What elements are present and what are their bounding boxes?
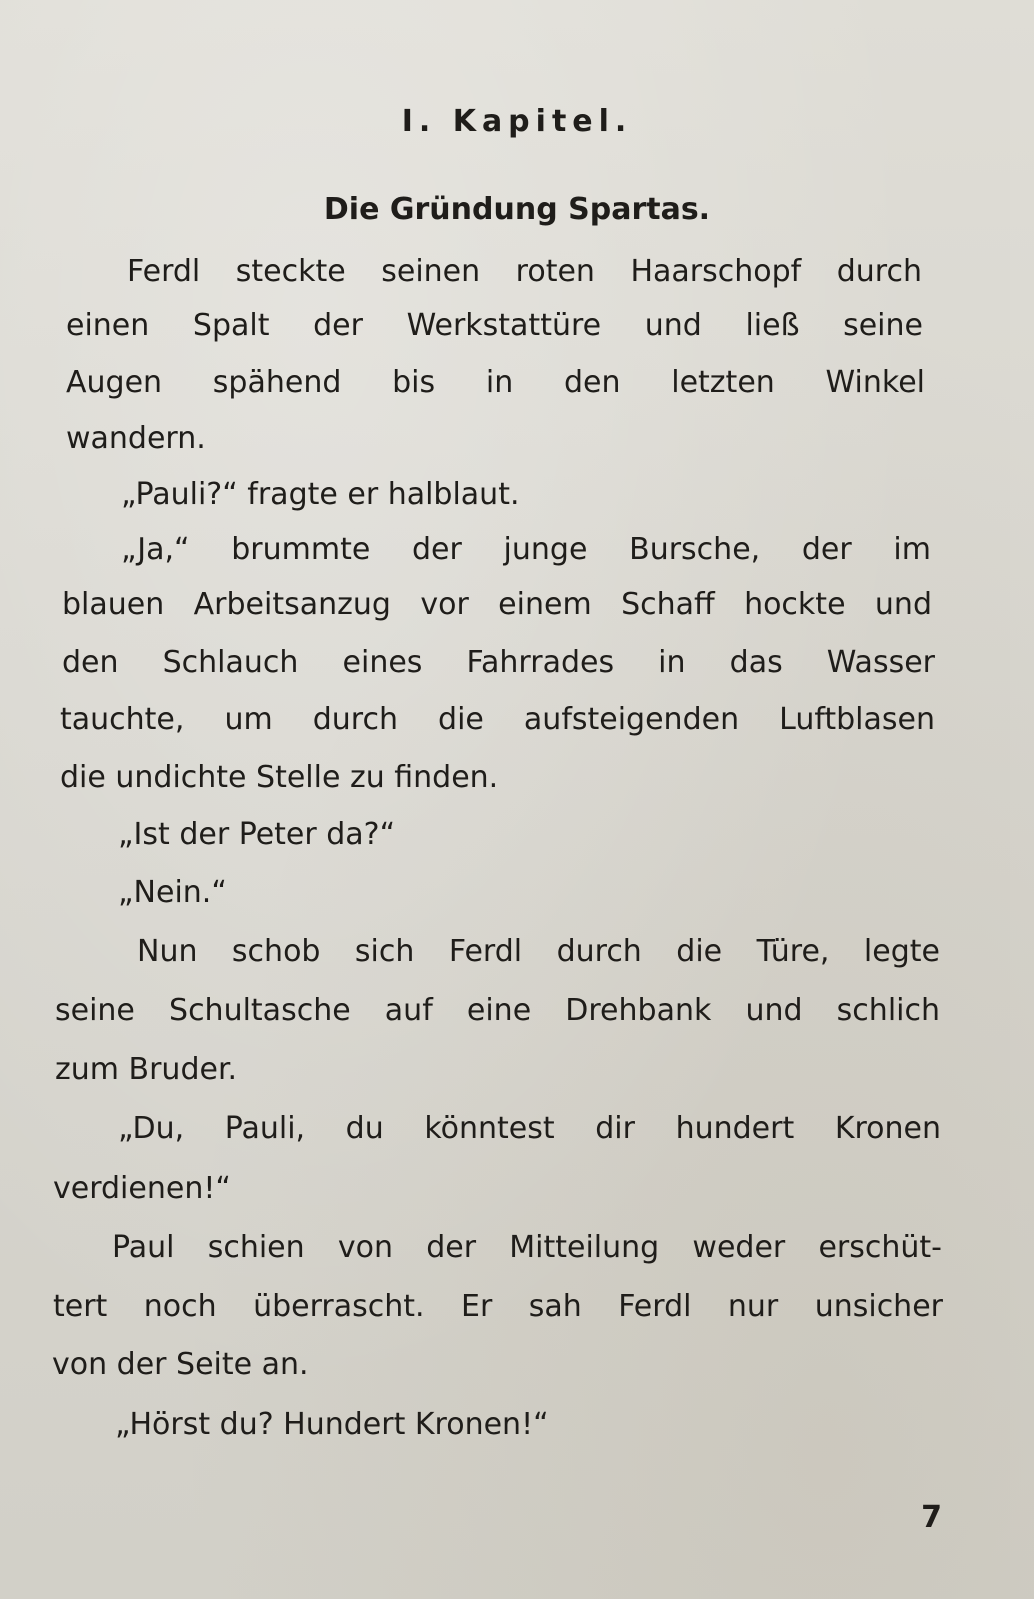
text-line: blauen Arbeitsanzug vor einem Schaff hockte und xyxy=(62,587,932,622)
text-line: Ferdl steckte seinen roten Haarschopf durch xyxy=(127,254,922,289)
text-line: einen Spalt der Werkstattüre und ließ seine xyxy=(66,308,923,343)
text-line: Paul schien von der Mitteilung weder erschüt- xyxy=(112,1230,942,1265)
text-line: „Nein.“ xyxy=(118,875,227,910)
text-line: den Schlauch eines Fahrrades in das Wasser xyxy=(62,645,935,680)
chapter-heading: I. Kapitel. xyxy=(401,104,633,139)
text-line: verdienen!“ xyxy=(53,1171,231,1206)
text-line: Augen spähend bis in den letzten Winkel xyxy=(66,365,925,400)
text-line: „Pauli?“ fragte er halblaut. xyxy=(121,477,520,512)
text-line: tert noch überrascht. Er sah Ferdl nur unsicher xyxy=(53,1289,943,1324)
text-line: seine Schultasche auf eine Drehbank und schlich xyxy=(55,993,940,1028)
text-line: Nun schob sich Ferdl durch die Türe, legte xyxy=(137,934,940,969)
text-line: „Ist der Peter da?“ xyxy=(118,817,396,852)
text-line: wandern. xyxy=(66,421,206,456)
text-line: die undichte Stelle zu finden. xyxy=(60,760,499,795)
page-number: 7 xyxy=(921,1500,942,1535)
text-line: „Du, Pauli, du könntest dir hundert Kronen xyxy=(118,1111,941,1146)
text-line: „Ja,“ brummte der junge Bursche, der im xyxy=(121,532,931,567)
text-line: zum Bruder. xyxy=(55,1052,238,1087)
text-line: von der Seite an. xyxy=(52,1347,309,1382)
chapter-title: Die Gründung Spartas. xyxy=(323,192,711,227)
text-line: „Hörst du? Hundert Kronen!“ xyxy=(115,1407,549,1442)
text-line: tauchte, um durch die aufsteigenden Luftblasen xyxy=(60,702,935,737)
